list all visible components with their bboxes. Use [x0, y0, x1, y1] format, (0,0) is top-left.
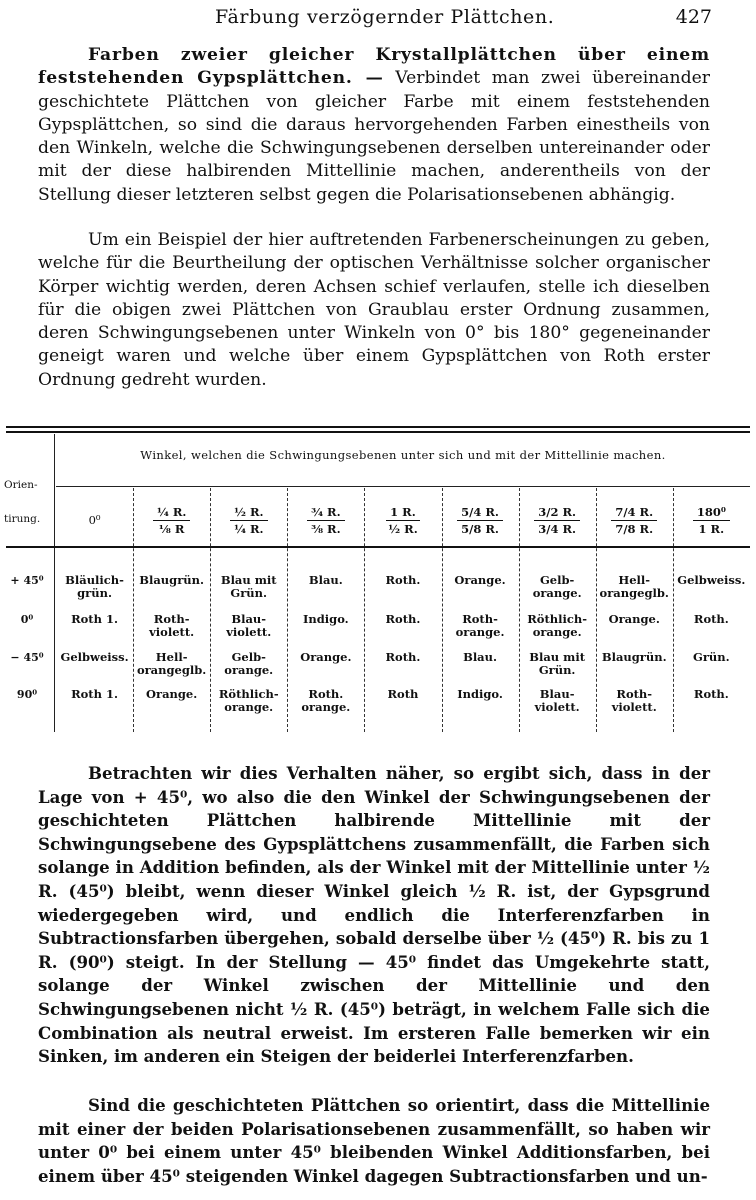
column-header-denominator: 5/8 R. — [461, 521, 499, 536]
paragraph-4 — [38, 1094, 710, 1188]
column-header — [364, 498, 441, 542]
column-header-numerator: 7/4 R. — [611, 505, 657, 521]
table-cell: Blaugrün. — [139, 573, 204, 587]
table-cell: Roth — [387, 687, 419, 701]
color-table — [0, 426, 756, 736]
column-header-numerator: 1 R. — [386, 505, 420, 521]
table-cell: Roth. — [693, 687, 729, 701]
table-cell: Röthlich-orange. — [218, 687, 279, 714]
orientation-divider — [54, 434, 55, 732]
row-orientation-label: + 45⁰ — [10, 574, 44, 587]
table-cell: Gelbweiss. — [60, 650, 129, 664]
row-orientation-label: 90⁰ — [16, 688, 38, 701]
running-title: Färbung verzögernder Plättchen. — [215, 6, 555, 28]
column-header-denominator: ⅜ R. — [311, 521, 341, 536]
column-header-numerator: 3/2 R. — [534, 505, 580, 521]
table-cell: Roth. — [693, 612, 729, 626]
table-cell: Orange. — [608, 612, 660, 626]
column-header-numerator: ¾ R. — [307, 505, 345, 521]
table-cell: Roth. — [385, 612, 421, 626]
angle-caption: Winkel, welchen die Schwingungsebenen unter sich und mit der Mittellinie machen. — [140, 448, 666, 462]
column-header — [596, 498, 673, 542]
paragraph-4-text: Sind die geschichteten Plättchen so orientirt, dass die Mittellinie mit einer der beiden Polarisationsebenen zusammenfällt, so haben wir unter 0⁰ bei einem unter 45⁰ bleibenden Winkel Additionsfarben, bei einem über 45⁰ steigenden Winkel dagegen Subtractionsfarben und un- — [38, 1095, 710, 1186]
column-header-numerator: 0⁰ — [88, 513, 101, 527]
table-cell: Gelb-orange. — [224, 650, 274, 677]
column-header-denominator: 1 R. — [698, 521, 725, 536]
table-cell: Indigo. — [457, 687, 503, 701]
table-cell: Röthlich-orange. — [527, 612, 588, 639]
orientation-header: Orien-tirung. — [4, 479, 41, 525]
table-cell: Orange. — [146, 687, 198, 701]
column-header — [442, 498, 519, 542]
table-cell: Roth 1. — [71, 687, 118, 701]
column-header-numerator: 180⁰ — [693, 505, 730, 521]
table-cell: Blau. — [463, 650, 497, 664]
table-cell: Hell-orangeglb. — [136, 650, 207, 677]
table-cell: Gelbweiss. — [677, 573, 746, 587]
table-cell: Blau mit Grün. — [220, 573, 277, 600]
row-orientation-label: 0⁰ — [20, 613, 34, 626]
table-cell: Roth. orange. — [301, 687, 351, 714]
row-orientation-label: − 45⁰ — [10, 651, 44, 664]
table-top-rule — [6, 426, 750, 428]
table-top-rule-second — [6, 431, 750, 433]
column-header — [56, 498, 133, 542]
column-header-denominator: 7/8 R. — [615, 521, 654, 536]
column-header-denominator: ⅛ R — [158, 521, 185, 536]
table-cell: Blau. — [308, 573, 343, 587]
column-header — [133, 498, 210, 542]
column-header — [287, 498, 364, 542]
table-cell: Orange. — [454, 573, 506, 587]
table-cell: Grün. — [693, 650, 730, 664]
table-cell: Orange. — [300, 650, 352, 664]
paragraph-2-text: Um ein Beispiel der hier auftretenden Farbenerscheinungen zu geben, welche für die Beurtheilung der optischen Verhältnisse solcher organischer Körper wichtig werden, deren Achsen schief verlaufen, stelle ich dieselben für die obigen zwei Plättchen von Graublau erster Ordnung zusammen, deren Schwingungsebenen unter Winkeln von 0° bis 180° gegeneinander geneigt waren und welche über einem Gypsplättchen von Roth erster Ordnung gedreht wurden. — [38, 230, 710, 390]
table-cell: Gelb-orange. — [532, 573, 582, 600]
table-cell: Roth-violett. — [611, 687, 657, 714]
caption-rule — [56, 486, 750, 487]
table-cell: Roth-orange. — [455, 612, 505, 639]
paragraph-1-text: Verbindet man zwei übereinander geschichtete Plättchen von gleicher Farbe mit einem feststehenden Gypsplättchen, so sind die daraus hervorgehenden Farben einestheils von den Winkeln, welche die Schwingungsebenen derselben untereinander oder mit der diese halbirenden Mittellinie machen, anderentheils von der Stellung dieser letzteren selbst gegen die Polarisationsebenen abhängig. — [38, 68, 711, 205]
table-cell: Roth-violett. — [149, 612, 195, 639]
page-number: 427 — [675, 6, 712, 28]
paragraph-1 — [38, 44, 710, 207]
running-head — [0, 6, 756, 32]
paragraph-3 — [38, 762, 710, 1069]
column-header — [673, 498, 750, 542]
column-header-denominator: ¼ R. — [233, 521, 264, 536]
table-cell: Indigo. — [303, 612, 349, 626]
column-header-denominator: ½ R. — [388, 521, 418, 536]
table-cell: Blau mit Grün. — [529, 650, 586, 677]
table-cell: Bläulich-grün. — [65, 573, 124, 600]
paragraph-1-intro: Farben zweier gleicher Krystallplättchen über einem feststehenden Gypsplättchen. — — [38, 45, 710, 89]
table-cell: Roth. — [385, 573, 421, 587]
paragraph-2 — [38, 229, 710, 392]
table-cell: Blaugrün. — [601, 650, 667, 664]
column-header — [519, 498, 596, 542]
column-header-numerator: ¼ R. — [153, 505, 191, 521]
column-header-numerator: ½ R. — [230, 505, 268, 521]
header-bottom-rule — [6, 546, 750, 548]
table-cell: Roth. — [385, 650, 421, 664]
paragraph-3-text: Betrachten wir dies Verhalten näher, so ergibt sich, dass in der Lage von + 45⁰, wo also die den Winkel der Schwingungsebenen der geschichteten Plättchen halbirende Mittellinie mit der Schwingungsebene des Gypsplättchens zusammenfällt, die Farben sich solange in Addition befinden, als der Winkel mit der Mittellinie unter ½ R. (45⁰) bleibt, wenn dieser Winkel gleich ½ R. ist, der Gypsgrund wiedergegeben wird, und endlich die Interferenzfarben in Subtractionsfarben übergehen, sobald derselbe über ½ (45⁰) R. bis zu 1 R. (90⁰) steigt. In der Stellung — 45⁰ findet das Umgekehrte statt, solange der Winkel zwischen der Mittellinie und den Schwingungsebenen nicht ½ R. (45⁰) beträgt, in welchem Falle sich die Combination als neutral erweist. Im ersteren Falle bemerken wir ein Sinken, im anderen ein Steigen der beiderlei Interferenzfarben. — [38, 763, 710, 1067]
column-header-denominator: 3/4 R. — [538, 521, 577, 536]
column-header — [210, 498, 287, 542]
column-header-numerator: 5/4 R. — [457, 505, 503, 521]
table-cell: Blau-violett. — [226, 612, 272, 639]
table-cell: Hell-orangeglb. — [599, 573, 669, 600]
table-cell: Roth 1. — [71, 612, 118, 626]
table-cell: Blau-violett. — [534, 687, 580, 714]
